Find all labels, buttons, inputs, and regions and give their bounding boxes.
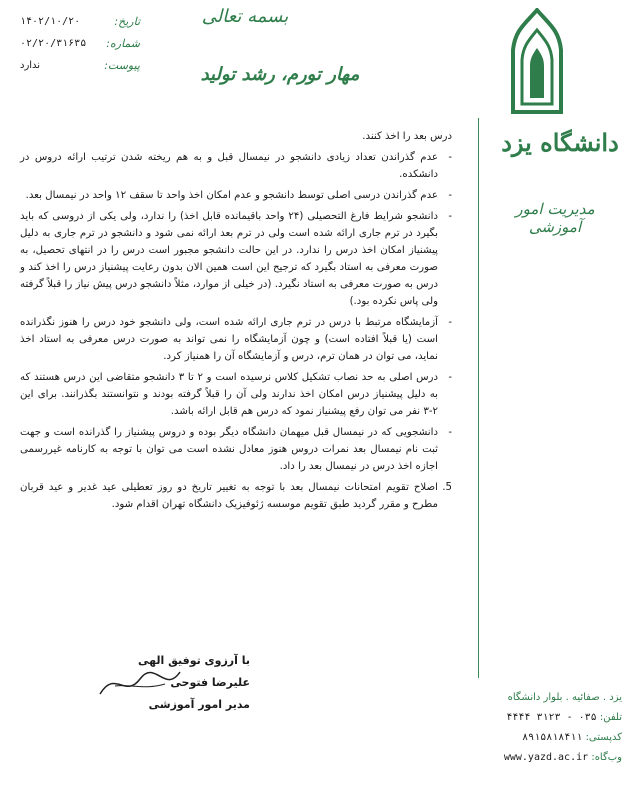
list-item: - آزمایشگاه مرتبط با درس در ترم جاری ارائه شده است، ولی دانشجو خود درس را هنوز نگذرانده است (یا قبلاً افتاده است) و چون آزمایشگاه را نمی تواند به صورت درس معرفی به استاد اخذ نماید، می توان در همان ترم، درس و آزمایشگاه آن را همنیاز کرد. — [20, 314, 452, 365]
slogan: مهار تورم، رشد تولید — [200, 64, 360, 85]
date-value: ۱۴۰۲/۱۰/۲۰ — [20, 15, 81, 27]
sidebar-divider — [478, 118, 479, 678]
list-item: - درس اصلی به حد نصاب تشکیل کلاس نرسیده است و ۲ تا ۳ دانشجو متقاضی این درس هستند که به دلیل پیشنیاز درس امکان اخذ ندارند ولی آن را قبلاً گرفته بودند و نتوانستند بگذرانند. برای این ۲-۳ نفر می توان رفع پیشنیاز نمود که درس هم قابل ارائه باشد. — [20, 369, 452, 420]
postcode-value: ۸۹۱۵۸۱۸۴۱۱ — [522, 732, 583, 743]
intro-line: درس بعد را اخذ کنند. — [362, 131, 452, 142]
department-name: مدیریت امور آموزشی — [515, 200, 595, 236]
list-item: - عدم گذراندن درسی اصلی توسط دانشجو و عدم امکان اخذ واحد تا سقف ۱۲ واحد در نیمسال بعد. — [20, 187, 452, 204]
list-item: - دانشجو شرایط فارغ التحصیلی (۲۴ واحد باقیمانده قابل اخذ) را ندارد، ولی یکی از دروسی که باید بگیرد در ترم جاری ارائه شده است ولی در ترم بعد ارائه نمی شود و دانشجو در ترم جاری به دلیل پیشنیاز امکان اخذ درس را ندارد. در این حالت دانشجو مجبور است درس را در انتهای تحصیل، به صورت معرفی به استاد بگیرد که ترجیح این است همین الان بدون رعایت پیشنیاز درس را اخذ کند و درس به صورت معرفی به استاد نگیرد. (در خیلی از موارد، مثلاً دانشجو درس پیش نیاز را قبلاً گرفته ولی پاس نکرده بود.) — [20, 208, 452, 310]
number-label: شماره: — [106, 36, 140, 50]
date-label: تاریخ: — [114, 14, 140, 28]
item-text: اصلاح تقویم امتحانات نیمسال بعد با توجه به تغییر تاریخ دو روز تعطیلی عید غدیر و عید قربان مطرح و مقرر گردید طبق تقویم موسسه ژئوفیزیک دانشگاه تهران اقدام شود. — [20, 482, 438, 510]
website-link[interactable]: www.yazd.ac.ir — [503, 752, 589, 763]
phone-value: ۰۳۵ - ۳۱۲۳ ۴۴۴۴ — [506, 712, 597, 723]
footer-address: یزد . صفائیه . بلوار دانشگاه — [507, 692, 622, 703]
number-value: ۰۲/۲۰/۳۱۶۳۵ — [20, 37, 87, 49]
letter-body — [20, 128, 452, 517]
closing-wish: با آرزوی توفیق الهی — [137, 654, 250, 667]
item-number: 5. — [442, 482, 452, 493]
numbered-item — [20, 479, 452, 513]
footer-postcode-row — [482, 728, 622, 748]
footer-phone-row — [482, 708, 622, 728]
university-logo-icon — [507, 8, 567, 120]
attachment-value: ندارد — [20, 59, 41, 71]
attachment-label: پیوست: — [104, 58, 140, 72]
attachment-row — [20, 54, 140, 76]
bismillah: بسمه تعالی — [201, 6, 289, 27]
number-row — [20, 32, 140, 54]
list-item: - عدم گذراندن تعداد زیادی دانشجو در نیمسال قبل و به هم ریخته شدن ترتیب ارائه دروس در دانشکده. — [20, 149, 452, 183]
postcode-label: کدپستی: — [585, 732, 622, 743]
website-label: وب‌گاه: — [591, 752, 622, 763]
signer-title: مدیر امور آموزشی — [148, 698, 250, 711]
letter-meta — [20, 10, 140, 76]
footer-website-row — [482, 748, 622, 768]
list-item: - دانشجویی که در نیمسال قبل میهمان دانشگاه دیگر بوده و دروس پیشنیاز را گذرانده است و جهت ثبت نام نیمسال بعد نمرات دروس هنوز معادل نشده است می توان با توجه به کارنامه غیررسمی اجازه اخذ درس در نیمسال بعد را داد. — [20, 424, 452, 475]
university-name: دانشگاه یزد — [501, 128, 619, 157]
date-row — [20, 10, 140, 32]
phone-label: تلفن: — [599, 712, 622, 723]
footer-contact — [482, 688, 622, 768]
signer-name: علیرضا فتوحی — [170, 676, 250, 689]
signature-icon — [95, 664, 185, 704]
